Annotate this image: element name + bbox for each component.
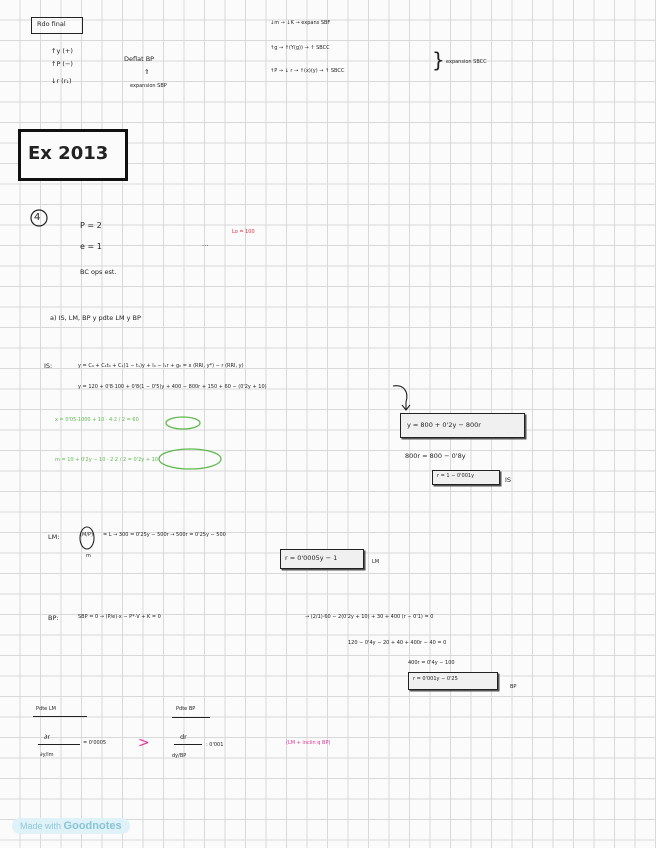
bp-final-label: BP bbox=[510, 684, 517, 690]
header-note-2: ↑P (−) bbox=[51, 60, 73, 68]
goodnotes-brand: Goodnotes bbox=[63, 820, 122, 832]
deflation-note-2: ⇑ bbox=[144, 68, 150, 76]
given-e: e = 1 bbox=[80, 242, 102, 251]
lm-sub: m bbox=[86, 553, 91, 559]
lm-eq: = L → 300 = 0'25y − 500r → 500r = 0'25y − 500 bbox=[103, 532, 226, 538]
lm-slope-title: Pdte LM bbox=[36, 706, 56, 712]
made-with-label: Made with bbox=[20, 821, 62, 831]
is-green-m: m = 10 + 0'2y − 10 · 2·2 / 2 = 0'2y + 10 bbox=[55, 457, 158, 463]
bp-slope-den: dy/BP bbox=[172, 753, 187, 759]
bp-eq-2: → (2/1)·60 − 2(0'2y + 10) + 30 + 400 (r − 0'1) = 0 bbox=[305, 614, 434, 620]
brace: } bbox=[432, 48, 445, 72]
header-note-3: ↓r (r₁) bbox=[51, 77, 72, 85]
lm-final-label: LM bbox=[372, 559, 380, 565]
is-green-x: x = 0'05·1000 + 10 · 4·2 / 2 = 60 bbox=[55, 417, 139, 423]
is-step: 800r = 800 − 0'8y bbox=[405, 452, 466, 460]
header-note-1: ↑y (+) bbox=[51, 47, 73, 55]
bp-final: r = 0'001y − 0'25 bbox=[413, 676, 458, 682]
lm-lhs: (M/P) bbox=[80, 532, 93, 538]
lm-slope-val: = 0'0005 bbox=[83, 740, 107, 746]
given-bc: BC ops est. bbox=[80, 268, 117, 276]
is-final-label: IS bbox=[505, 476, 512, 484]
slope-note: (LM + inclin q BP) bbox=[286, 740, 331, 746]
bp-eq-1: SBP = 0 → (P/e)·x − P*·V + K = 0 bbox=[78, 614, 161, 620]
bp-label: BP: bbox=[48, 614, 59, 622]
compare-symbol: > bbox=[138, 735, 150, 751]
is-label: IS: bbox=[44, 362, 53, 370]
bp-step-1: 120 − 0'4y − 20 + 40 + 400r − 40 = 0 bbox=[348, 640, 447, 646]
bp-slope-num: dr bbox=[180, 733, 187, 741]
deflation-note-3: expansion SBP bbox=[130, 83, 167, 89]
given-p: P = 2 bbox=[80, 221, 102, 230]
header-tag: Rdo final bbox=[37, 20, 66, 28]
bp-step-2: 400r = 0'4y − 100 bbox=[408, 660, 455, 666]
problem-number: 4 bbox=[34, 212, 41, 223]
part-a: a) IS, LM, BP y pdte LM y BP bbox=[50, 314, 141, 322]
deflation-note-1: Deflat BP bbox=[124, 55, 155, 63]
header-right-1: ↓m → ↓K → expans SBF bbox=[270, 20, 331, 26]
lm-slope-den: ∂y/lm bbox=[40, 752, 54, 758]
is-final: r = 1 − 0'001y bbox=[437, 473, 475, 479]
page-title: Ex 2013 bbox=[28, 143, 109, 164]
lm-final: r = 0'0005y − 1 bbox=[285, 554, 338, 562]
dots: ... bbox=[202, 240, 209, 248]
header-right-3: ↑P → ↓ r → ↑(x)(y) → ↑ SBCC bbox=[270, 68, 345, 74]
lm-slope-num: ∂r bbox=[44, 733, 51, 741]
expansion-label: expansion SBCC bbox=[446, 59, 487, 65]
is-result: y = 800 + 0'2y − 800r bbox=[407, 421, 481, 429]
header-right-2: ↑g → ↑(Y(g)) → ↑ SBCC bbox=[270, 45, 330, 51]
is-eq-2: y = 120 + 0'8·100 + 0'8(1 − 0'5)y + 400 − 800r + 150 + 60 − (0'2y + 10) bbox=[78, 384, 267, 390]
goodnotes-badge bbox=[12, 818, 130, 834]
is-eq-1: y = C₀ + C₁t₀ + C₁(1 − t₁)y + I₀ − I₁r + g₀ = x (RRI, y*) − r (RRI, y) bbox=[78, 363, 244, 369]
bp-slope-title: Pdte BP bbox=[176, 706, 196, 712]
bp-slope-val: : 0'001 bbox=[206, 742, 224, 748]
lm-label: LM: bbox=[48, 533, 60, 541]
red-note: Lo = 100 bbox=[232, 229, 255, 235]
